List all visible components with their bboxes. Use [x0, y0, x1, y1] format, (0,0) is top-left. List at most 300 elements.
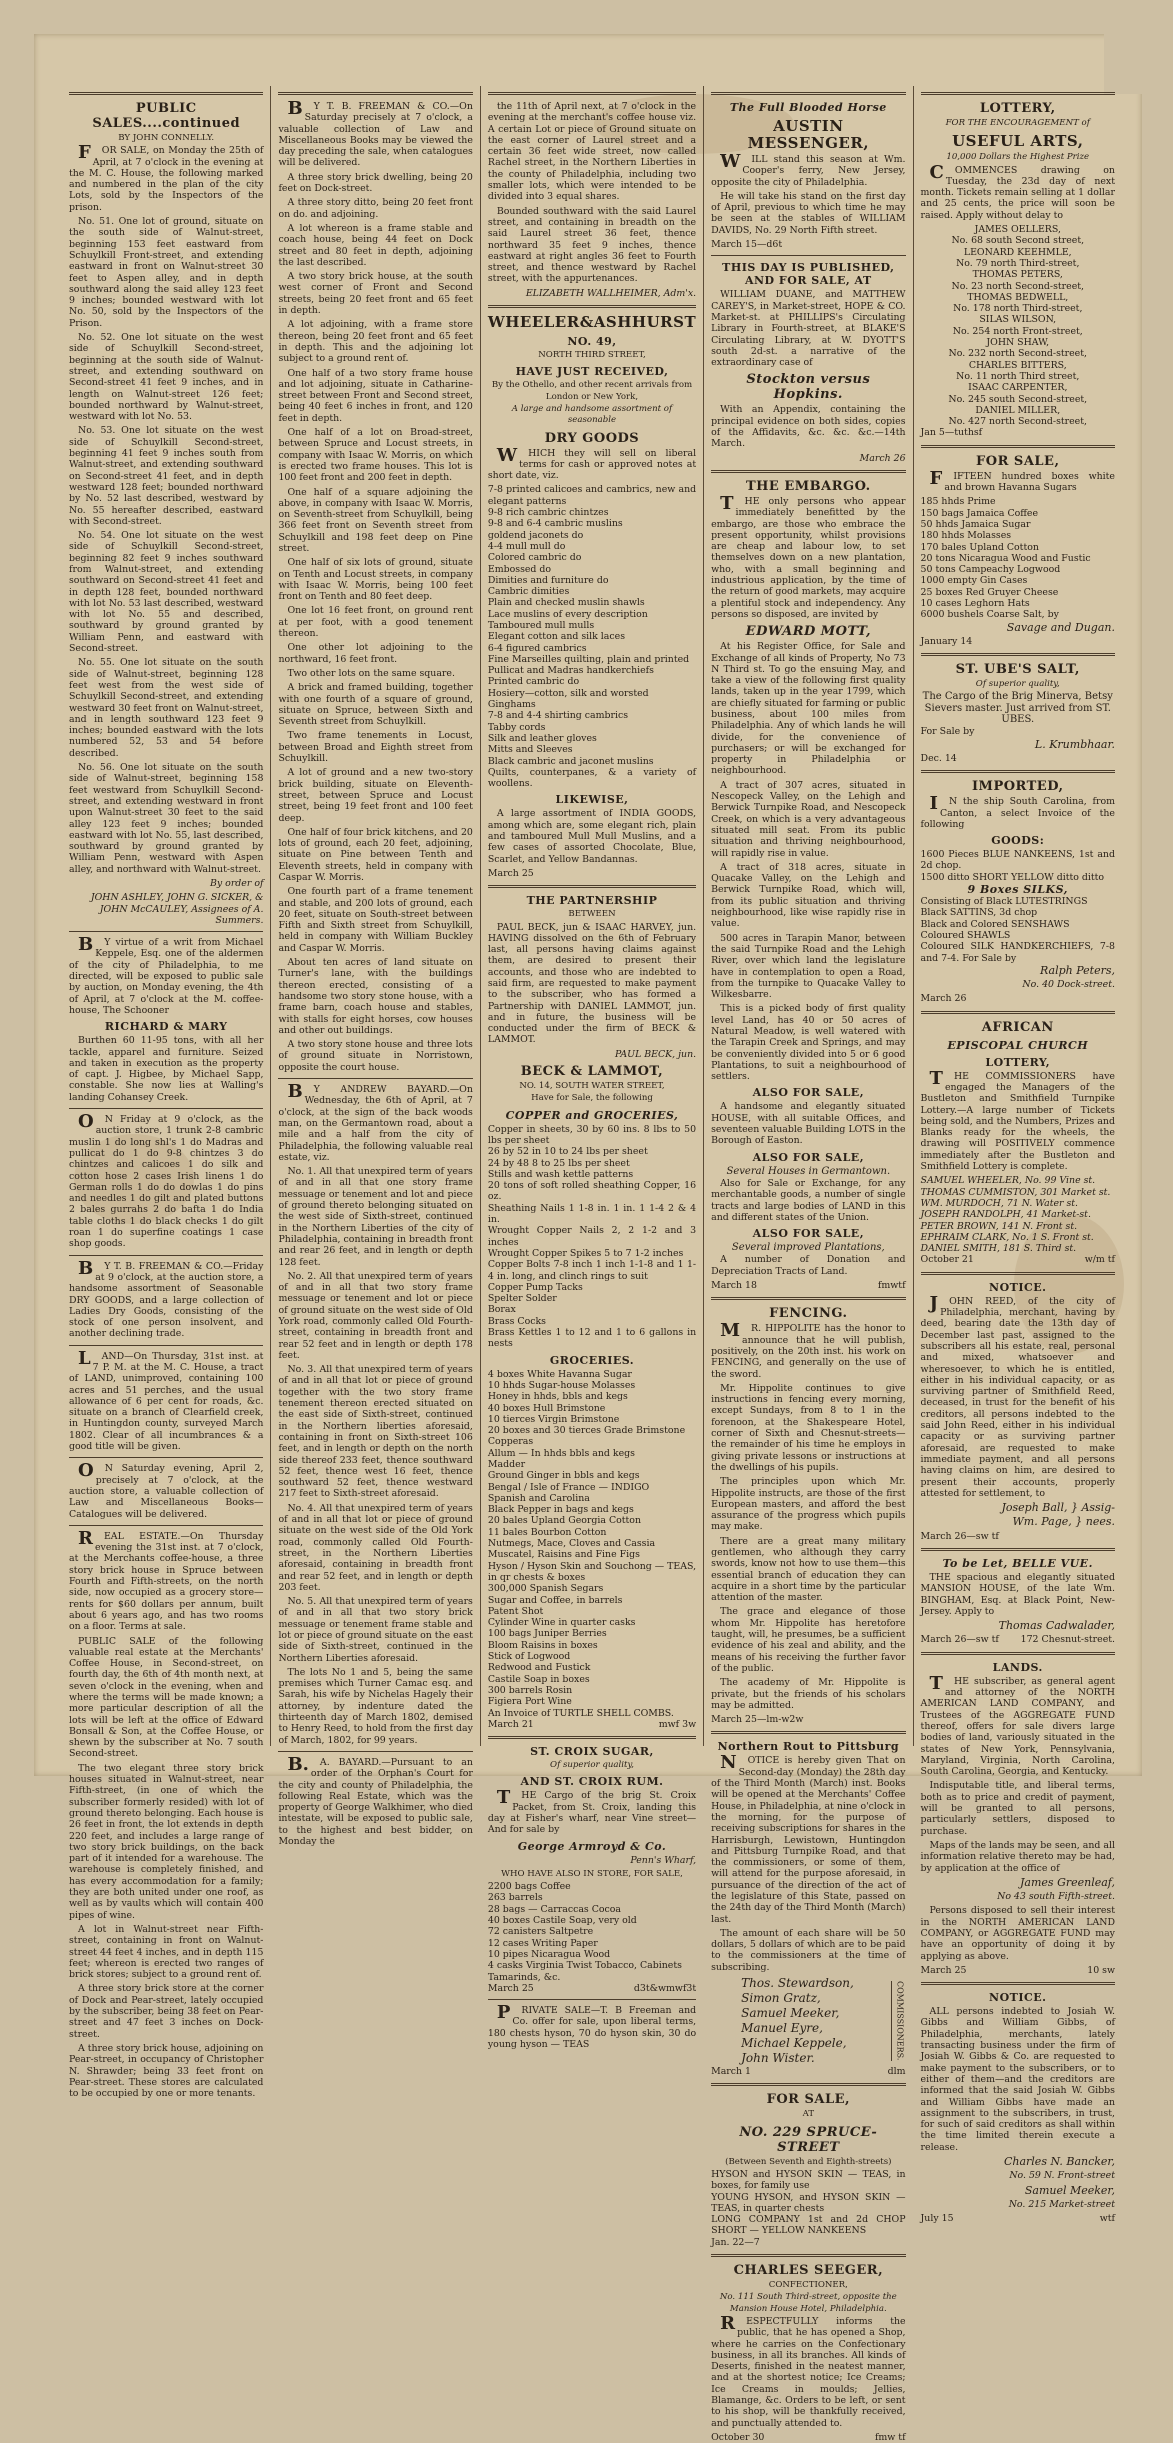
forsale-heading: FOR SALE, [976, 453, 1060, 469]
salt-heading: ST. UBE'S SALT, [955, 662, 1080, 678]
forsale-list [921, 496, 1115, 620]
paragraph: THE spacious and elegantly situated MANSION HOUSE, of the late Wm. BINGHAM, Esq. at Black Point, New-Jersey. Apply to [920, 1571, 1115, 1617]
paragraph: Mr. Hippolite continues to give instructions in fencing every morning, except Sundays, from 8 to 1 in the forenoon, at the Shakespeare Hotel, corner of Sixth and Chesnut-streets—the remainder of his time he employs in giving private lessons or instructions at the dwellings of his pupils. [711, 1382, 906, 1473]
paragraph: One half of six lots of ground, situate on Tenth and Locust streets, in company with Isaac W. Morris, being 100 feet front on Tenth and 80 feet deep. [278, 557, 473, 603]
ad-received: HAVE JUST RECEIVED, [515, 365, 669, 379]
paragraph: No. 55. One lot situate on the south side of Walnut-street, beginning 128 feet west from the west side of Schuylkill Second-street, and extending westward 30 feet front on Walnut-street, and in length southward 123 feet 9 inches; bounded eastward with the lots numbered 52, 53 and 54 before described. [69, 657, 264, 759]
list-item: Stills and wash kettle patterns [487, 1168, 634, 1180]
list-item: Sugar and Coffee, in barrels [487, 1594, 623, 1606]
paragraph: WILLIAM DUANE, and MATTHEW CAREY'S, in Market-street, HOPE & CO. Market-st. at PHILLIPS's Circulating Library in Fourth-street, at BLAKE'S Circulating Library, at W. DYOTT'S south 2d-st. a narrative of the extraordinary case of [711, 289, 906, 369]
list-item: Ground Ginger in bbls and kegs [487, 1470, 640, 1482]
list-item: Silk and leather gloves [487, 732, 597, 744]
ship-name: RICHARD & MARY [104, 1020, 228, 1034]
list-item: Black cambric and jaconet muslins [487, 755, 654, 767]
list-item: 40 boxes Castile Soap, very old [487, 1915, 637, 1927]
list-item: 11 bales Bourbon Cotton [487, 1526, 607, 1538]
list-item: 40 boxes Hull Brimstone [487, 1402, 606, 1414]
agent: CHARLES BITTERS, [968, 359, 1067, 371]
paragraph: WILL stand this season at Wm. Cooper's ferry, New Jersey, opposite the city of Philadelphia. [711, 151, 906, 188]
ad-goods: DRY GOODS [544, 430, 640, 446]
paragraph: ON Saturday evening, April 2, precisely at 7 o'clock, at the auction store, a valuable collection of Law and Miscellaneous Books—Catalogues will be delivered. [69, 1460, 264, 1520]
assignees: JOHN ASHLEY, JOHN G. SICKER, & JOHN McCAULEY, Assignees of A. Summers. [90, 892, 264, 926]
list-item: Brass Cocks [487, 1315, 546, 1327]
list-item: 20 boxes and 30 tierces Grade Brimstone [487, 1425, 686, 1437]
list-item: Black SATTINS, 3d chop [920, 907, 1038, 919]
ad-number: NO. 49, [567, 335, 617, 349]
list-item: 180 hhds Molasses [920, 530, 1012, 542]
commissioner: Simon Gratz, [741, 1991, 821, 2006]
list-item: HYSON and HYSON SKIN — TEAS, in boxes, for family use [711, 2168, 906, 2192]
paragraph: The amount of each share will be 50 dollars, 5 dollars of which are to be paid to the commissioners at the time of subscribing. [711, 1927, 906, 1973]
ad-footer [711, 2066, 905, 2077]
stcroix-and: AND ST. CROIX RUM. [520, 1775, 664, 1789]
groceries-heading: GROCERIES. [549, 1353, 635, 1367]
paragraph: One half of a lot on Broad-street, between Spruce and Locust streets, in company with Isaac W. Morris, on which is erected two frame houses. This lot is 100 feet front and 200 feet in depth. [278, 427, 473, 484]
paragraph: One other lot adjoining to the northward, 16 feet front. [278, 642, 473, 665]
groceries-list [488, 1369, 696, 1708]
list-item: Colored cambric do [487, 552, 582, 564]
paragraph: the 11th of April next, at 7 o'clock in the evening at the merchant's coffee house viz. A certain Lot or piece of Ground situate on the east corner of Laurel street and a certain 36 feet wide street, now called Rachel street, in the Northern Liberties in the county of Philadelphia, including two smaller lots, which were intended to be divided into 3 equal shares. [487, 101, 697, 203]
paragraph: RESPECTFULLY informs the public, that he has opened a Shop, where he carries on the Confectionary business, in all its branches. All kinds of Deserts, finished in the neatest manner, and at the shortest notice; Ice Creams; Ice Creams in moulds; Jellies, Blamange, &c. Orders to be left, or sent to his shop, will be thankfully received, and punctually attended to. [711, 2312, 906, 2429]
firm-address: No. 40 Dock-street. [1022, 979, 1115, 991]
paragraph: The academy of Mr. Hippolite is private, but the friends of his scholars may be admitted. [711, 1677, 906, 1711]
paragraph: NOTICE is hereby given That on Second-day (Monday) the 28th day of the Third Month (March) inst. Books will be opened at the Merchants' Coffee House, in Philadelphia, at nine o'clock in the morning, for the purpose of receiving subscriptions for shares in the Harrisburgh, Lewistown, Huntingdon and Pittsburg Turnpike Road, and that the commissioners, or some of them, will attend for the purpose aforesaid, in pursuance of the direction of the act of the legislature of this State, passed on the 24th day of the Third Month (March) last. [711, 1752, 906, 1925]
paragraph: One half of a two story frame house and lot adjoining, situate in Catharine-street between Front and Second street, being 40 feet 6 inches in front, and 120 feet in depth. [278, 367, 473, 424]
ad-date: March 15—d6t [711, 239, 783, 251]
paragraph: MR. HIPPOLITE has the honor to announce that he will publish, positively, on the 20th inst. his work on FENCING, and generally on the use of the sword. [711, 1320, 906, 1380]
route-heading: Northern Rout to Pittsburg [717, 1740, 900, 1754]
paragraph: A lot in Walnut-street near Fifth-street, containing in front on Walnut-street 44 feet 4 inches, and in depth 115 feet; whereon is erected two ranges of brick stores; subject to a ground rent of. [69, 1923, 264, 1981]
list-item: Redwood and Fustick [487, 1662, 591, 1674]
list-item: Copper Bolts 7-8 inch 1 inch 1-1-8 and 1 1-4 in. long, and clinch rings to suit [487, 1259, 697, 1282]
list-item: Castile Soap in boxes [487, 1673, 590, 1685]
paragraph: ALL persons indebted to Josiah W. Gibbs and William Gibbs, of Philadelphia, merchants, lately transacting business under the firm of Josiah W. Gibbs & Co. are requested to make payment to the subscribers, or to either of them—and the creditors are informed that the said Josiah W. Gibbs and William Gibbs have made an assignment to the subscribers, in trust, for such of said creditors as shall within the time limited therein execute a release. [920, 2006, 1115, 2153]
paragraph: BY virtue of a writ from Michael Keppele, Esq. one of the aldermen of the city of Philadelphia, to me directed, will be exposed to public sale by auction, on Monday evening, the 4th of April, at 7 o'clock at the M. coffee-house, The Schooner [69, 934, 264, 1016]
list-item: SAMUEL WHEELER, No. 99 Vine st. [920, 1175, 1096, 1187]
agent: SILAS WILSON, [979, 314, 1057, 326]
list-item: Wrought Copper Spikes 5 to 7 1-2 inches [487, 1247, 684, 1259]
signature: James Greenleaf, [1020, 1875, 1115, 1889]
lottery-agents [921, 224, 1115, 427]
list-item: Honey in hhds, bbls and kegs [487, 1391, 628, 1403]
paragraph: This is a picked body of first quality level Land, has 40 or 50 acres of Natural Meadow, is well watered with the Tarapin Creek and Springs, and may be conveniently divided into 5 or 6 good Plantations, to suit a neighbourhood of settlers. [711, 1003, 906, 1083]
list-item: 26 by 52 in 10 to 24 lbs per sheet [487, 1146, 648, 1158]
also-for-sale: ALSO FOR SALE, [752, 1086, 865, 1100]
list-item: Spelter Solder [487, 1293, 557, 1305]
byline: BY JOHN CONNELLY. [118, 133, 215, 143]
ad-footer [921, 2213, 1115, 2224]
column-auctions [271, 86, 480, 1848]
list-item: 1600 Pieces BLUE NANKEENS, 1st and 2d chop. [920, 849, 1115, 872]
firm-title: BECK & LAMMOT, [520, 1064, 664, 1080]
column-lotteries [914, 86, 1122, 2225]
ad-footer [921, 1965, 1115, 1976]
ad-desc: A large and handsome assortment of seasonable [511, 403, 673, 426]
also-for-sale: ALSO FOR SALE, [752, 1150, 865, 1164]
list-item: Ginghams [487, 699, 536, 711]
agent: No. 178 north Third-street, [953, 303, 1083, 315]
paragraph: A three story brick house, adjoining on Pear-street, in occupancy of Christopher N. Shrawder; being 33 feet front on Pear-street. These stores are calculated to be occupied by one or more tenants. [69, 2042, 264, 2100]
torn-corner [1104, 34, 1142, 94]
paragraph: BY T. B. FREEMAN & CO.—On Saturday precisely at 7 o'clock, a valuable collection of Law and Miscellaneous Books may be viewed the day preceding the sale, when catalogues will be delivered. [278, 98, 473, 169]
list-item: Bloom Raisins in boxes [487, 1639, 598, 1651]
paragraph: A three story brick dwelling, being 20 feet on Dock-street. [278, 171, 473, 195]
list-item: 12 cases Writing Paper [487, 1937, 598, 1949]
ad-footer [921, 1634, 1115, 1645]
signature: PAUL BECK, jun. [614, 1048, 697, 1060]
list-item: Copper Pump Tacks [487, 1281, 583, 1293]
paragraph: A lot whereon is a frame stable and coach house, being 44 feet on Dock street and 80 feet in depth, adjoining the last described. [278, 222, 473, 268]
signature-address: No. 215 Market-street [1008, 2198, 1115, 2210]
firm-signature: L. Krumbhaar. [1034, 737, 1115, 751]
ad-street: NORTH THIRD STREET, [538, 350, 646, 361]
list-item: 300,000 Spanish Segars [487, 1583, 604, 1595]
list-item: Borax [487, 1304, 516, 1316]
paragraph: WHICH they will sell on liberal terms for cash or approved notes at short date, viz. [487, 444, 697, 482]
paragraph: No. 3. All that unexpired term of years of and in all that lot or piece of ground together with the two story frame tenement thereon erected situated on the east side of Sixth-street, continued in the Northern liberties aforesaid, containing in front on Sixth-street 106 feet, and in length or depth on the north side thereof 233 feet, thence southward 52 feet, thence west 16 feet, thence southward 52 feet, thence westward 217 feet to Sixth-street aforesaid. [278, 1364, 473, 1500]
paragraph: Two other lots on the same square. [287, 667, 455, 679]
paragraph: About ten acres of land situate on Turner's lane, with the buildings thereon erected, consisting of a handsome two story stone house, with a frame barn, coach house and stables, with stalls for eight horses, cow houses and other out buildings. [278, 957, 473, 1036]
forsale-list [711, 2169, 905, 2237]
paragraph: JOHN REED, of the city of Philadelphia, merchant, having by deed, bearing date the 13th day of December last past, assigned to the subscribers all his estate, real, personal and mixed, whatsoever and wheresoever, to which he is entitled, either in his individual capacity, or as surviving partner of Smithfield Reed, deceased, in trust for the benefit of his creditors, all persons indebted to the said John Reed, either in his individual capacity or as surviving partner aforesaid, are requested to make immediate payment, and all persons having claims on him, are desired to present their accounts, properly attested for settlement, to [920, 1292, 1115, 1499]
list-item: Patent Shot [487, 1605, 544, 1617]
paragraph: REAL ESTATE.—On Thursday evening the 31st inst. at 7 o'clock, at the Merchants coffee-house, a three story brick house in Spruce between Fourth and Fifth-streets, on the north side, now occupied as a grocery store—rents for $60 dollars per annum, built about 6 years ago, and has two rooms on a floor. Terms at sale. [69, 1527, 264, 1633]
paragraph: A tract of 318 acres, situate in Quacake Valley, on the Lehigh and Berwick Turnpike Road, which will, from its public situation and thriving neighbourhood, like wise rapidly rise in value. [711, 861, 906, 930]
list-item: Pullicat and Madras handkerchiefs [487, 665, 654, 677]
firm-signature: Savage and Dugan. [1006, 620, 1115, 634]
ad-mark: dlm [887, 2066, 906, 2078]
ad-date: March 26—sw tf [920, 1634, 999, 1646]
paragraph: A three story ditto, being 20 feet front on do. and adjoining. [278, 197, 473, 220]
agent: JAMES OELLERS, [974, 224, 1061, 236]
ad-date: March 18 [711, 1280, 757, 1292]
list-item: Wrought Copper Nails 2, 2 1-2 and 3 inches [487, 1225, 697, 1248]
ad-mark: fmwtf [877, 1280, 906, 1292]
commissioner: John Wister. [741, 2051, 815, 2066]
agent: No. 23 north Second-street, [951, 280, 1084, 292]
list-item: 20 tons Nicaragua Wood and Fustic [920, 552, 1091, 564]
list-item: 4 casks Virginia Twist Tobacco, Cabinets [487, 1960, 682, 1972]
ad-date: March 21 [487, 1718, 534, 1730]
list-item: JOSEPH RANDOLPH, 41 Market-st. [920, 1209, 1091, 1221]
paragraph: A handsome and elegantly situated HOUSE, with all suitable Offices, and seventeen valuable Building LOTS in the Borough of Easton. [711, 1101, 906, 1147]
paragraph: FOR SALE, on Monday the 25th of April, at 7 o'clock in the evening at the M. C. House, the following marked and numbered in the plan of the city Lots, sold by the Inspectors of the prison. [69, 142, 264, 213]
paragraph: Two frame tenements in Locust, between Broad and Eighth street from Schuylkill. [278, 730, 473, 765]
list-item: 9-8 and 6-4 cambric muslins [487, 518, 623, 530]
ad-address: 172 Chesnut-street. [1020, 1634, 1115, 1646]
list-item: 4-4 mull mull do [487, 540, 566, 552]
paragraph: At his Register Office, for Sale and Exchange of all kinds of Property, No 73 N Third st. To go the ensuing May, and take a view of the following first quality lands, taken up in the year 1799, which are chiefly situated for farming or public business, about 100 miles from Philadelphia. Any of which lands he will divide, for the convenience of purchasers; or will be exchanged for property in Philadelphia or neighbourhood. [711, 641, 906, 777]
list-item: 100 bags Juniper Berries [487, 1628, 607, 1640]
african-names [921, 1175, 1115, 1254]
paragraph: Bounded southward with the said Laurel street, and containing in breadth on the said Laurel street 36 feet, thence northward 35 feet 9 inches, thence eastward at right angles 36 feet to Fourth street, and thence westward by Rachel street, with the appurtenances. [487, 205, 697, 285]
list-item: Copperas [487, 1436, 534, 1448]
paragraph: A two story stone house and three lots of ground situate in Norristown, opposite the court house. [278, 1039, 473, 1073]
ad-mark: fmw tf [874, 2431, 906, 2443]
stcroix-title: ST. CROIX SUGAR, [530, 1745, 654, 1759]
paragraph: No. 5. All that unexpired term of years of and in all that two story brick messuage or tenement frame stable and lot or piece of ground situate on the east side of Sixth-street, continued in the Northern Liberties aforesaid. [278, 1596, 473, 1664]
firm-sale: Have for Sale, the following [531, 1093, 653, 1104]
list-item: Elegant cotton and silk laces [487, 631, 626, 643]
list-item: 20 tons of soft rolled sheathing Copper, 16 oz. [487, 1180, 697, 1203]
list-item: 10 pipes Nicaragua Wood [487, 1948, 611, 1960]
list-item: 263 barrels [487, 1892, 543, 1904]
signature: ELIZABETH WALLHEIMER, Adm'x. [525, 287, 697, 299]
paragraph: COMMENCES drawing on Tuesday, the 23d day of next month. Tickets remain selling at 1 dollar and 25 cents, the price will soon be raised. Apply without delay to [920, 161, 1115, 221]
paragraph: FIFTEEN hundred boxes white and brown Havanna Sugars [929, 467, 1115, 494]
lottery-arts: USEFUL ARTS, [952, 132, 1084, 151]
ad-date: March 25 [920, 1964, 967, 1976]
paragraph: No. 4. All that unexpired term of years of and in all that lot or piece of ground situate on the west side of the Old York road, commonly called Old Fourth-street, in the Northern Liberties aforesaid, containing in breadth front and rear 52 feet, and in length or depth 203 feet. [278, 1502, 473, 1593]
paragraph: No. 56. One lot situate on the south side of Walnut-street, beginning 158 feet westward from Schuylkill Second-street, and extending westward in front upon Walnut-street 30 feet to the said alley 123 feet 9 inches; bounded eastward with lot No. 55, last described, southward by ground granted by William Penn, westward with Aspen alley, and northward with Walnut-street. [69, 762, 264, 875]
paragraph: A lot adjoining, with a frame store thereon, being 20 feet front and 65 feet in depth. This and the adjoining lot subject to a ground rent of. [278, 319, 473, 365]
notice-heading: NOTICE. [989, 1280, 1047, 1294]
section-heading: PUBLIC SALES....continued [92, 101, 241, 131]
agent: JOHN SHAW, [986, 337, 1050, 349]
signature: Wm. Page, } nees. [1012, 1515, 1115, 1529]
list-item: goldend jaconets do [487, 529, 584, 541]
agent: No. 79 north Third-street, [956, 257, 1080, 269]
lottery-sub: FOR THE ENCOURAGEMENT of [945, 118, 1090, 128]
paragraph: The principles upon which Mr. Hippolite instructs, are those of the first European masters, and afford the best assurance of the progress which pupils may make. [711, 1476, 906, 1533]
also-for-sale: ALSO FOR SALE, [752, 1227, 865, 1241]
list-item: Spanish and Carolina [487, 1492, 590, 1504]
paragraph: No. 1. All that unexpired term of years of and in all that one story frame messuage or tenement and lot and piece of ground thereto belonging situated on the west side of Sixth-street, continued in the Northern Liberties of the city of Philadelphia, containing in breadth front and rear 26 feet, and in length or depth 128 feet. [278, 1166, 473, 1268]
paragraph: PRIVATE SALE—T. B Freeman and Co. offer for sale, upon liberal terms, 180 chests hyson, 70 do hyson skin, 30 do young hyson — TEAS [487, 2002, 697, 2051]
seeger-name: CHARLES SEEGER, [733, 2263, 884, 2279]
ad-by: By the Othello, and other recent arrivals from London or New York, [491, 380, 693, 402]
partnership-between: BETWEEN [568, 909, 616, 920]
commissioner: Michael Keppele, [741, 2036, 847, 2051]
forsale-at: AT [802, 2109, 815, 2120]
agent: THOMAS BEDWELL, [967, 291, 1069, 303]
signature: Charles N. Bancker, [1003, 2155, 1115, 2169]
signature: Joseph Ball, } Assig- [1001, 1501, 1115, 1515]
paragraph: A number of Donation and Depreciation Tracts of Land. [711, 1254, 906, 1277]
stcroix-addr: Penn's Wharf, [630, 1854, 697, 1866]
signature: Thomas Cadwalader, [998, 1619, 1115, 1633]
agent: No. 68 south Second street, [951, 235, 1085, 247]
fencing-heading: FENCING. [769, 1306, 848, 1322]
stcroix-list [488, 1881, 696, 1983]
ad-footer [488, 1983, 696, 1994]
paragraph: No. 52. One lot situate on the west side of Schuylkill Second-street, beginning at the south side of Walnut-street, and extending southward on Second-street 41 feet 9 inches, and in length on Walnut-street 126 feet; bounded northward by Walnut-street, westward with lot No. 53. [69, 332, 264, 423]
forsale-address: NO. 229 SPRUCE-STREET [739, 2124, 878, 2155]
ad-date: March 25 [487, 1982, 534, 1994]
list-item: Mitts and Sleeves [487, 744, 573, 756]
paragraph: PAUL BECK, jun & ISAAC HARVEY, jun. HAVING dissolved on the 6th of February last, all persons having claims against them, are desired to present their accounts, and those who are indebted to said firm, are requested to make payment to the subscriber, who has formed a Partnership with DANIEL LAMMOT, jun. and in future, the business will be conducted under the firm of BECK & LAMMOT. [487, 921, 697, 1046]
signature-address: No. 59 N. Front-street [1009, 2170, 1115, 2182]
salt-desc: The Cargo of the Brig Minerva, Betsy Sievers master. Just arrived from ST. UBES. [922, 691, 1113, 726]
list-item: Brass Kettles 1 to 12 and 1 to 6 gallons in nests [487, 1327, 697, 1350]
list-item: Quilts, counterpanes, & a variety of woollens. [487, 766, 697, 790]
agent: No. 245 south Second-street, [948, 393, 1088, 405]
commissioner: Manuel Eyre, [741, 2021, 823, 2036]
imported-heading: IMPORTED, [971, 779, 1064, 795]
signature-address: No 43 south Fifth-street. [997, 1891, 1115, 1903]
list-item: 9-8 rich cambric chintzes [487, 507, 609, 519]
ad-date: July 15 [920, 2213, 954, 2225]
paragraph: THE subscriber, as general agent and attorney of the NORTH AMERICAN LAND COMPANY, and Trustees of the AGGREGATE FUND thereof, offers for sale divers large bodies of land, variously situated in the states of New York, Pennsylvania, Maryland, Virginia, North Carolina, South Carolina, Georgia, and Kentucky. [920, 1672, 1115, 1778]
list-item: DANIEL SMITH, 181 S. Third st. [920, 1243, 1077, 1255]
paragraph: No. 53. One lot situate on the west side of Schuylkill Second-street, beginning 41 feet 9 inches south from Walnut-street, and extending southward on Second-street 41 feet, and in depth westward 128 feet; bounded northward by No. 52 last described, westward by No. 55 hereafter described, eastward with Second-street. [69, 425, 264, 527]
ad-date: Jan. 22—7 [711, 2236, 760, 2248]
salt-sub: Of superior quality, [975, 679, 1060, 690]
paragraph: No. 54. One lot situate on the west side of Schuylkill Second-street, beginning 82 feet 9 inches southward from Walnut-street, and extending southward on Second-street 41 feet and in depth 128 feet, bounded northward with lot No. 53 last described, westward with lot No. 55 and described, southward by ground granted by William Penn, and eastward with Second-street. [69, 530, 264, 655]
lottery-heading: LOTTERY, [979, 101, 1056, 116]
list-item: 150 bags Jamaica Coffee [920, 507, 1039, 519]
case-title: Stockton versus Hopkins. [746, 372, 871, 403]
list-item: 4 boxes White Havanna Sugar [487, 1368, 632, 1380]
list-item: 1500 ditto SHORT YELLOW ditto ditto [920, 871, 1105, 883]
list-item: Consisting of Black LUTESTRINGS [920, 896, 1088, 908]
list-item: Plain and checked muslin shawls [487, 597, 645, 609]
paragraph: A two story brick house, at the south west corner of Front and Second streets, being 20 feet front and 65 feet in depth. [278, 271, 473, 317]
agent: LEONARD KEEHMLE, [963, 246, 1072, 258]
list-item: Hyson / Hyson Skin and Souchong — TEAS, in qr chests & boxes [487, 1560, 697, 1583]
imported-list [921, 849, 1115, 964]
ad-title: WHEELER&ASHHURST [487, 313, 697, 332]
paragraph: THE only persons who appear immediately benefitted by the embargo, are those who embrace the present opportunity, whilst provisions are cheap and labour low, to set themselves down on a new plantation, who, with a small beginning and industrious application, by the time of the return of good markets, may acquire a plentiful stock and independency. Any persons so disposed, are invited by [711, 492, 906, 620]
copper-list [488, 1124, 696, 1350]
lands-heading: LANDS. [992, 1660, 1043, 1674]
paragraph: The grace and elegance of those whom Mr. Hippolite has heretofore taught, will, he presumes, be a sufficient evidence of his zeal and ability, and the means of his receiving the further favor of the public. [711, 1606, 906, 1674]
paragraph: A lot of ground and a new two-story brick building, situate on Eleventh-street, between Spruce and Locust street, being 19 feet front and 100 feet deep. [278, 767, 473, 824]
ad-date: October 21 [920, 1254, 974, 1266]
paragraph: No. 51. One lot of ground, situate on the south side of Walnut-street, beginning 153 feet eastward from Schuylkill Front-street, and extending eastward in front on Walnut-street 30 feet to Aspen alley, and in depth southward along the said alley 123 feet 9 inches; bounded westward with lot No. 50, sold by the Inspectors of the Prison. [69, 216, 264, 329]
list-item: PETER BROWN, 141 N. Front st. [920, 1220, 1078, 1232]
paragraph: PUBLIC SALE of the following valuable real estate at the Merchants' Coffee House, in Second-street, on fourth day, the 6th of 4th month next, at seven o'clock in the evening, when and where the terms will be made known; a more particular description of all the lots will be left at the office of Edward Bonsall & Son, at the Coffee House, or shewn by the subscriber at No. 7 south Second-street. [69, 1635, 264, 1760]
paragraph: No. 2. All that unexpired term of years of and in all that two story frame messuage or tenement and lot or piece of ground situate on the west side of Old York road, commonly called Old Fourth-street, containing in breadth front and rear 52 feet and in length or depth 178 feet. [278, 1270, 473, 1361]
paragraph: IN the ship South Carolina, from Canton, a select Invoice of the following [920, 793, 1115, 830]
list-item: Bengal / Isle of France — INDIGO [487, 1481, 650, 1493]
list-item: YOUNG HYSON, and HYSON SKIN — TEAS, in quarter chests [711, 2191, 906, 2214]
commissioners-label: COMMISSIONERS. [891, 1981, 905, 2060]
commissioner: Thos. Stewardson, [741, 1976, 854, 1991]
paragraph: A tract of 307 acres, situated in Nescopeck Valley, on the Lehigh and Berwick Turnpike Road, and Nescopeck Creek, on which is a very advantageous situated mill seat. From its public situation and thriving neighbourhood, will rapidly rise in value. [711, 779, 906, 859]
ad-footer [921, 1254, 1115, 1265]
embargo-heading: THE EMBARGO. [745, 478, 871, 494]
list-item: 50 tons Campeachy Logwood [920, 564, 1061, 576]
columns [62, 86, 1122, 2443]
list-item: 28 bags — Carraccas Cocoa [487, 1903, 622, 1915]
list-item: Black and Colored SENSHAWS [920, 918, 1070, 930]
list-item: Black Pepper in bags and kegs [487, 1504, 634, 1516]
list-item: Madder [487, 1458, 526, 1470]
ad-mark: d3t&wmwf3t [633, 1982, 697, 1994]
agent: No. 427 north Second-street, [948, 416, 1087, 428]
firm-signature: Ralph Peters, [1040, 963, 1115, 977]
list-item: 25 boxes Red Gruyer Cheese [920, 586, 1059, 598]
list-item: Coloured SHAWLS [920, 929, 1011, 941]
list-item: 6-4 figured cambrics [487, 642, 587, 654]
lottery-prize: 10,000 Dollars the Highest Prize [946, 152, 1090, 163]
stcroix-firm: George Armroyd & Co. [517, 1839, 667, 1853]
paragraph: There are a great many military gentlemen, who although they carry swords, know not how to use them—this essential branch of education they can acquire in a short time by the particular attention of the master. [711, 1535, 906, 1604]
agent: THOMAS PETERS, [972, 269, 1063, 281]
list-item: Stick of Logwood [487, 1651, 571, 1663]
paragraph: B.A. BAYARD.—Pursuant to an order of the Orphan's Court for the city and county of Philadelphia, the following Real Estate, which was the property of George Walkhimer, who died intestate, will be exposed to public sale, to the highest and best bidder, on Monday the [278, 1753, 473, 1848]
ad-mark: w/m tf [1084, 1254, 1115, 1266]
paragraph: Indisputable title, and liberal terms, both as to price and credit of payment, will be granted to all persons, particularly settlers, disposed to purchase. [920, 1780, 1115, 1837]
agent: No. 232 north Second-street, [948, 348, 1087, 360]
african-heading-3: LOTTERY, [985, 1055, 1051, 1069]
ad-date: March 25 [487, 867, 534, 879]
paragraph: ON Friday at 9 o'clock, as the auction store, 1 trunk 2-8 cambric muslin 1 do long shl's 1 do Madras and pullicat do 1 do 9-8 chintzes 3 do chintzes and calicoes 1 do silk and cotton hose 2 cases Irish linens 1 do German rolls 1 do do dowlas 1 do pins and needles 1 do gilt and plated buttons 2 bales gurrahs 2 do bafta 1 do India table cloths 1 do black checks 1 do gilt roan 1 do superfine coatings 1 case shop goods. [69, 1111, 264, 1250]
stcroix-sub: Of superior quality, [550, 1760, 634, 1771]
paragraph: Also for Sale or Exchange, for any merchantable goods, a number of single tracts and large bodies of LAND in this and different states of the Union. [711, 1177, 906, 1223]
paragraph: 500 acres in Tarapin Manor, between the said Turnpike Road and the Lehigh River, over which land the legislature have in contemplation to open a Road, from the turnpike to Quacake Valley to Wilkesbarre. [711, 932, 906, 1001]
column-merchants [481, 86, 704, 2051]
ad-mark: 10 sw [1087, 1964, 1115, 1976]
list-item: THOMAS CUMMISTON, 301 Market st. [920, 1186, 1111, 1198]
list-item: Embossed do [487, 563, 552, 575]
list-item: 1000 empty Gin Cases [920, 575, 1028, 587]
agent: No. 254 north Front-street, [952, 325, 1083, 337]
column-notices [704, 86, 913, 2443]
paragraph: One fourth part of a frame tenement and stable, and 200 lots of ground, each 20 feet, situate on South-street between Fifth and Sixth street from Schuylkill, held in company with William Buckley and Caspar W. Morris. [278, 886, 473, 954]
paragraph: One half of a square adjoining the above, in company with Isaac W. Morris, on Seventh-street from Schuylkill, being 366 feet front on Seventh street from Schuylkill and 198 feet deep on Pine street. [278, 486, 473, 554]
list-item: 72 canisters Saltpetre [487, 1926, 594, 1938]
ad-date: January 14 [920, 635, 973, 647]
list-item: Coloured SILK HANDKERCHIEFS, 7-8 and 7-4. For Sale by [920, 941, 1115, 964]
list-item: Figiera Port Wine [487, 1696, 572, 1708]
published-heading: THIS DAY IS PUBLISHED, AND FOR SALE, AT [722, 261, 895, 288]
list-item: 2200 bags Coffee [487, 1881, 571, 1893]
embargo-name: EDWARD MOTT, [745, 624, 871, 640]
paragraph: One half of four brick kitchens, and 20 lots of ground, each 20 feet, adjoining, situate on Pine between Tenth and Eleventh streets, held in company with Caspar W. Morris. [278, 826, 473, 883]
list-item: Muscatel, Raisins and Fine Figs [487, 1549, 640, 1561]
ad-footer [711, 1280, 905, 1291]
agent: ISAAC CARPENTER, [968, 382, 1068, 394]
ad-date: Jan 5—tuthsf [920, 427, 983, 439]
list-item: 50 hhds Jamaica Sugar [920, 518, 1031, 530]
list-item: WM. MURDOCH, 71 N. Water st. [920, 1197, 1079, 1209]
commissioner: Samuel Meeker, [741, 2006, 840, 2021]
agent: DANIEL MILLER, [975, 404, 1061, 416]
list-item: 10 cases Leghorn Hats [920, 597, 1030, 609]
belle-vue-heading: To be Let, BELLE VUE. [942, 1556, 1093, 1570]
list-item: Cylinder Wine in quarter casks [487, 1617, 636, 1629]
list-item: 185 hhds Prime [920, 496, 996, 508]
list-item: 170 bales Upland Cotton [920, 541, 1039, 553]
stcroix-also: WHO HAVE ALSO IN STORE, FOR SALE, [501, 1868, 683, 1879]
list-item: Copper in sheets, 30 by 60 ins. 8 lbs to 50 lbs per sheet [487, 1123, 697, 1146]
list-item: 7-8 and 4-4 shirting cambrics [487, 710, 629, 722]
list-item: Tabby cords [487, 721, 546, 733]
list-item: 9 Boxes SILKS, [967, 883, 1068, 897]
ad-date: March 26—sw tf [920, 1530, 999, 1542]
ad-mark: wtf [1099, 2213, 1115, 2225]
list-item: 24 by 48 8 to 25 lbs per sheet [487, 1157, 630, 1169]
list-item: Printed cambric do [487, 676, 580, 688]
paragraph: Maps of the lands may be seen, and all information relative thereto may be had, by application at the office of [920, 1839, 1115, 1874]
list-item: 10 hhds Sugar-house Molasses [487, 1379, 636, 1391]
partnership-heading: THE PARTNERSHIP [526, 894, 658, 908]
ad-date: October 30 [711, 2431, 765, 2443]
salt-for: For Sale by [920, 726, 975, 738]
ad-footer [711, 2432, 905, 2443]
paragraph: A three story brick store at the corner of Dock and Pear-street, lately occupied by the subscriber, being 38 feet on Pear-street and 47 feet 3 inches on Dock-street. [69, 1983, 264, 2040]
african-heading-2: EPISCOPAL CHURCH [947, 1038, 1089, 1052]
list-item: 20 bales Upland Georgia Cotton [487, 1515, 641, 1527]
firm-address: NO. 14, SOUTH WATER STREET, [519, 1081, 665, 1092]
forsale-heading: FOR SALE, [766, 2092, 851, 2108]
firm-goods: COPPER and GROCERIES, [505, 1108, 679, 1122]
signature: Samuel Meeker, [1024, 2183, 1115, 2197]
ad-mark: mwf 3w [658, 1718, 697, 1730]
paragraph: BY T. B. FREEMAN & CO.—Friday at 9 o'clock, at the auction store, a handsome assortment of Seasonable DRY GOODS, and a large collection of Ladies Dry Goods, consisting of the stock of one person insolvent, and another declining trade. [69, 1257, 264, 1340]
